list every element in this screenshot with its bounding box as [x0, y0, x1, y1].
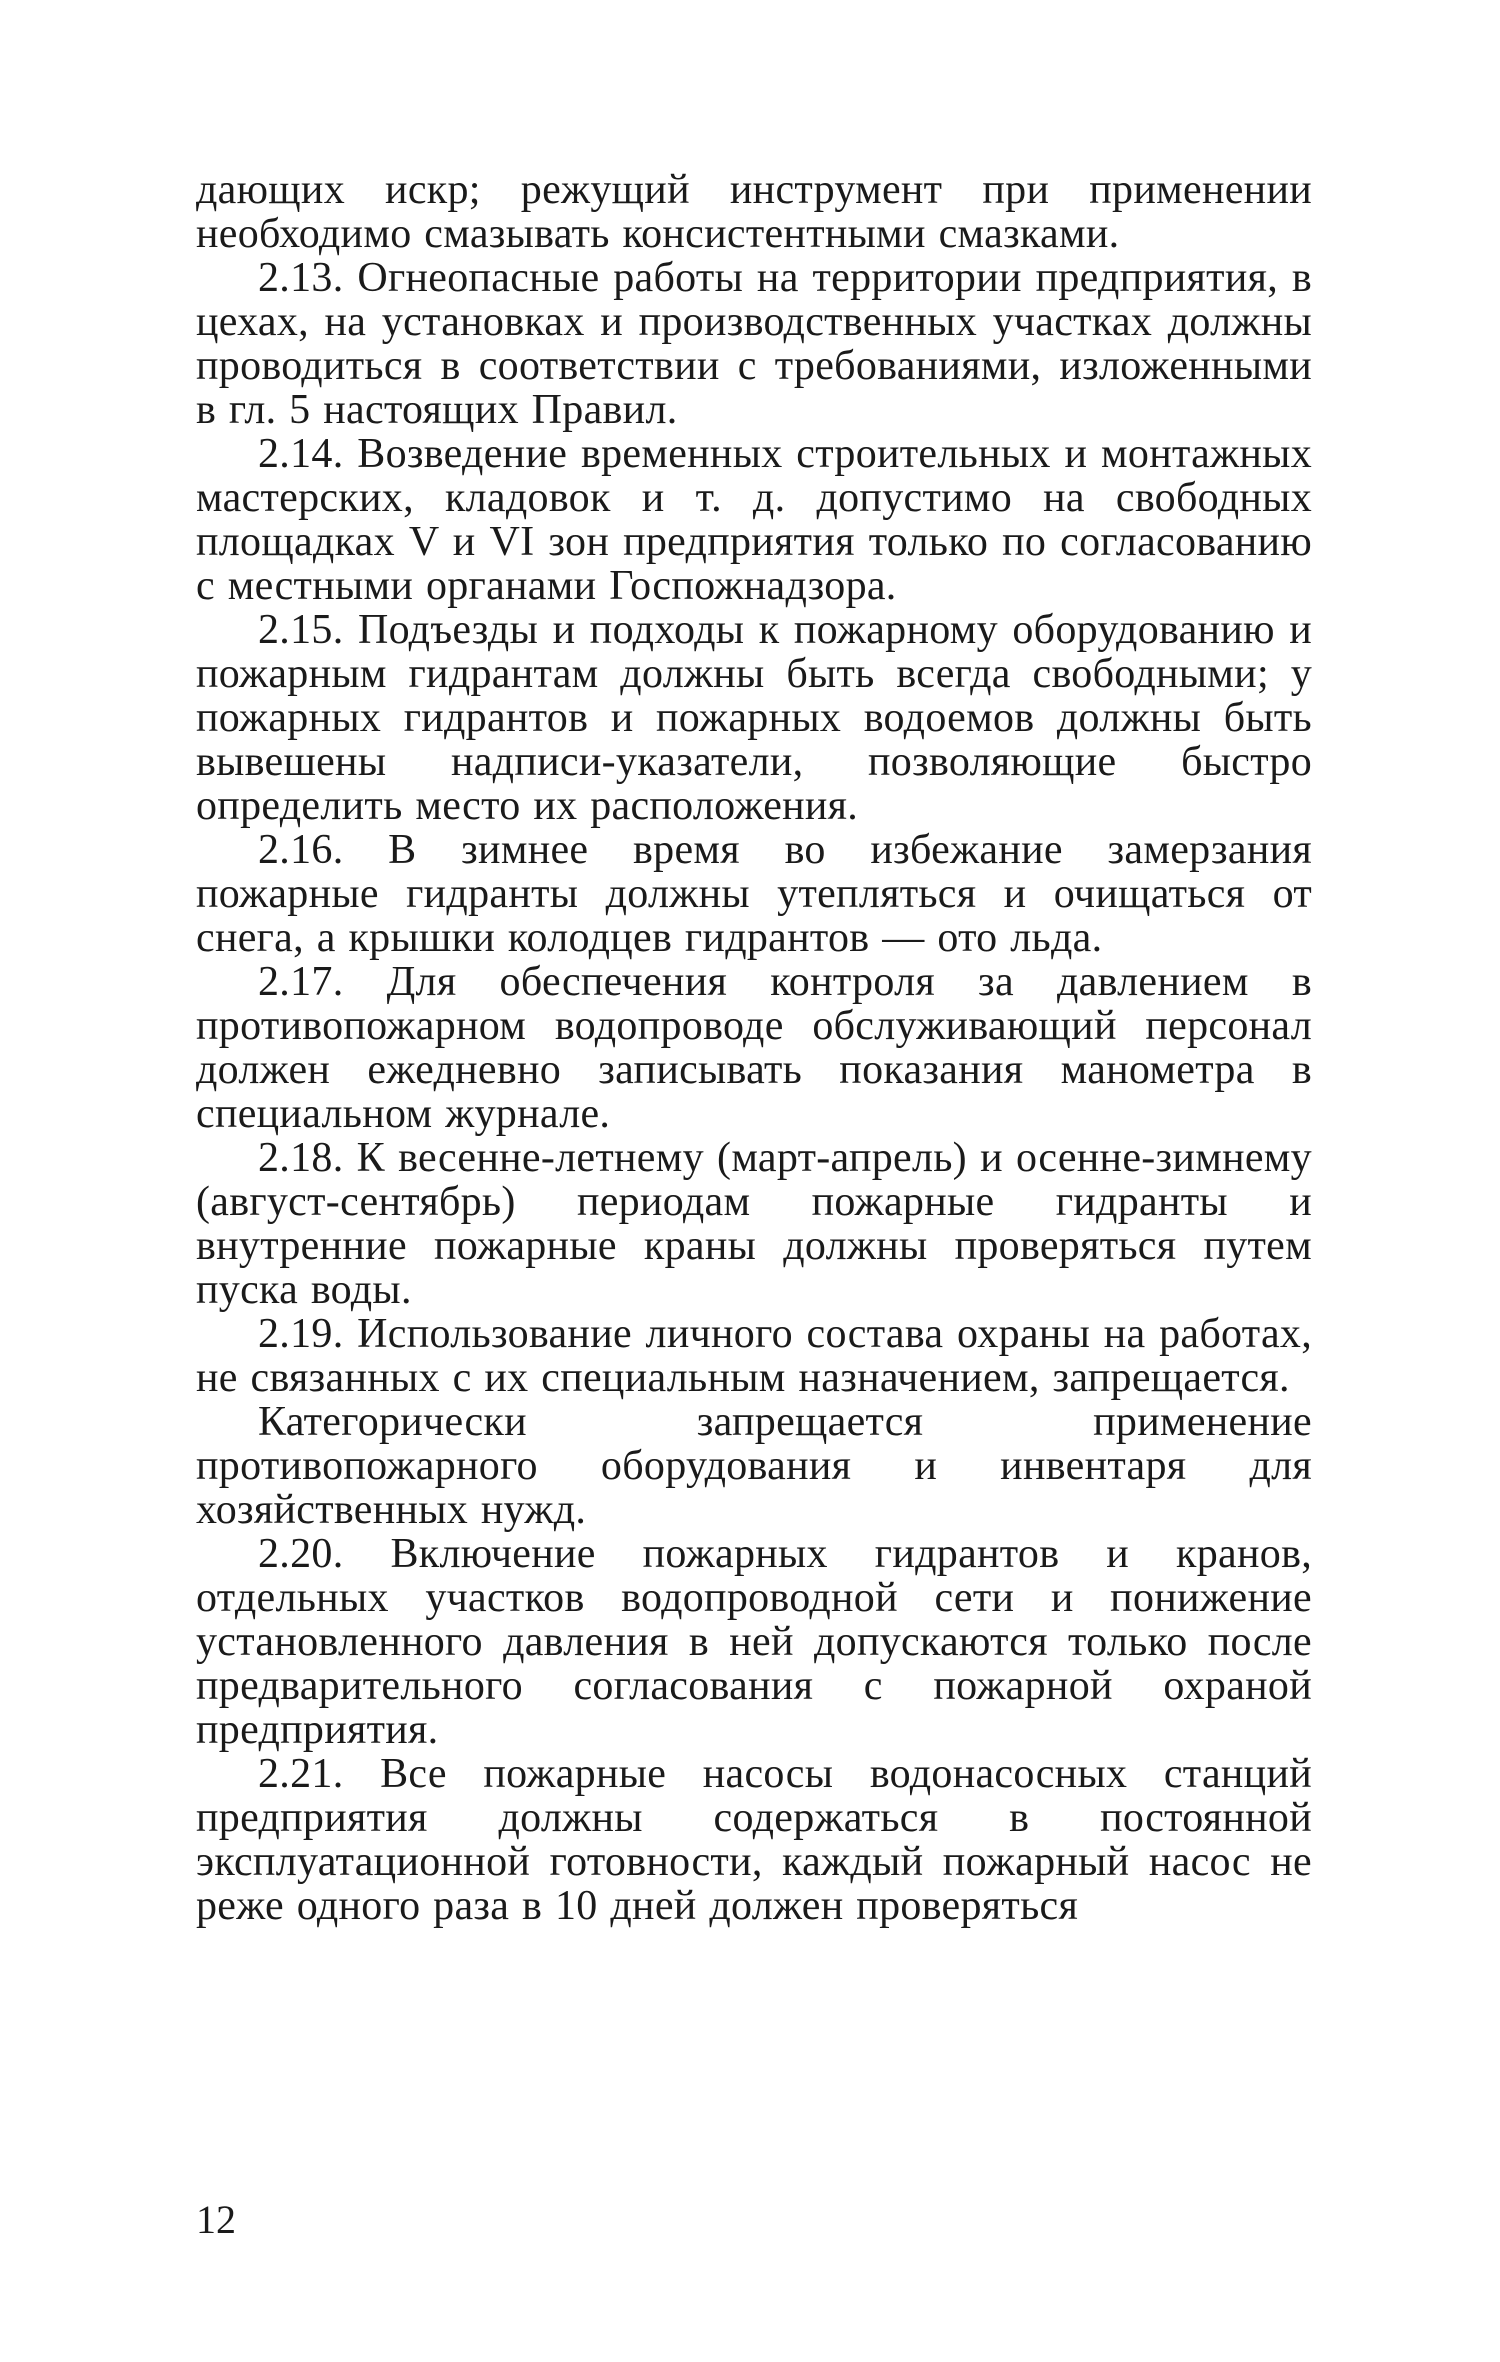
page-number: 12 [196, 2197, 236, 2242]
page-body [196, 168, 1312, 1928]
paragraph-2-19: 2.19. Использование личного состава охраны на работах, не связанных с их специальным назначением, запрещается. [196, 1311, 1312, 1401]
paragraph-2-14: 2.14. Возведение временных строительных и монтажных мастерских, кладовок и т. д. допустимо на свободных площадках V и VI зон предприятия только по согласованию с местными органами Госпожнадзора. [196, 431, 1312, 609]
paragraph-2-21: 2.21. Все пожарные насосы водонасосных станций предприятия должны содержаться в постоянной эксплуатационной готовности, каждый пожарный насос не реже одного раза в 10 дней должен проверяться [196, 1751, 1312, 1929]
paragraph-categorically-prohibited: Категорически запрещается применение противопожарного оборудования и инвентаря для хозяйственных нужд. [196, 1399, 1312, 1533]
paragraph-continuation: дающих искр; режущий инструмент при применении необходимо смазывать консистентными смазками. [196, 167, 1312, 257]
paragraph-2-15: 2.15. Подъезды и подходы к пожарному оборудованию и пожарным гидрантам должны быть всегда свободными; у пожарных гидрантов и пожарных водоемов должны быть вывешены надписи-указатели, позволяющие быстро определить место их расположения. [196, 607, 1312, 829]
paragraph-2-18: 2.18. К весенне-летнему (март-апрель) и осенне-зимнему (август-сентябрь) периодам пожарные гидранты и внутренние пожарные краны должны проверяться путем пуска воды. [196, 1135, 1312, 1313]
paragraph-2-17: 2.17. Для обеспечения контроля за давлением в противопожарном водопроводе обслуживающий персонал должен ежедневно записывать показания манометра в специальном журнале. [196, 959, 1312, 1137]
paragraph-2-20: 2.20. Включение пожарных гидрантов и кранов, отдельных участков водопроводной сети и понижение установленного давления в ней допускаются только после предварительного согласования с пожарной охраной предприятия. [196, 1531, 1312, 1753]
paragraph-2-16: 2.16. В зимнее время во избежание замерзания пожарные гидранты должны утепляться и очищаться от снега, а крышки колодцев гидрантов — ото льда. [196, 827, 1312, 961]
paragraph-2-13: 2.13. Огнеопасные работы на территории предприятия, в цехах, на установках и производственных участках должны проводиться в соответствии с требованиями, изложенными в гл. 5 настоящих Правил. [196, 255, 1312, 433]
